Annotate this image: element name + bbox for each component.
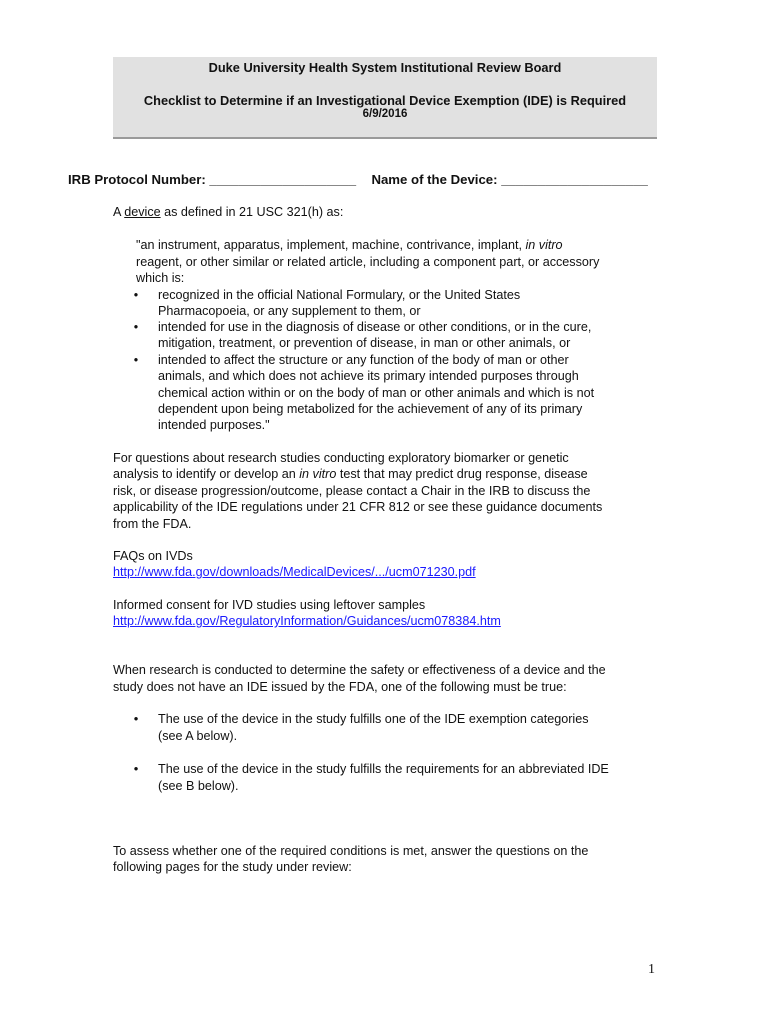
questions-text: analysis to identify or develop an xyxy=(113,467,300,481)
questions-line-1: For questions about research studies conducting exploratory biomarker or genetic xyxy=(113,451,569,465)
header-box xyxy=(113,57,657,139)
quote-line-3: which is: xyxy=(136,271,185,285)
org-name: Duke University Health System Institutional Review Board xyxy=(208,60,562,75)
in-vitro-term: in vitro xyxy=(299,467,337,481)
research-line-2: study does not have an IDE issued by the FDA, one of the following must be true: xyxy=(113,680,567,694)
questions-line-5: from the FDA. xyxy=(113,517,192,531)
document-date: 6/9/2016 xyxy=(362,108,408,120)
form-fields xyxy=(68,172,648,188)
consent-link[interactable]: http://www.fda.gov/RegulatoryInformation/Guidances/ucm078384.htm xyxy=(113,614,501,628)
condition-2-line-2: (see B below). xyxy=(158,779,239,793)
questions-line-2 xyxy=(113,466,588,482)
quote-bullet-3-line-5: intended purposes." xyxy=(158,418,270,432)
questions-line-3: risk, or disease progression/outcome, please contact a Chair in the IRB to discuss the xyxy=(113,484,591,498)
quote-bullet-1-line-1: recognized in the official National Formulary, or the United States xyxy=(158,288,521,302)
condition-1-line-2: (see A below). xyxy=(158,729,238,743)
condition-2-line-1: The use of the device in the study fulfills the requirements for an abbreviated IDE xyxy=(158,762,609,776)
quote-bullet-3-line-4: dependent upon being metabolized for the achievement of any of its primary xyxy=(158,402,583,416)
protocol-number-label: IRB Protocol Number: xyxy=(68,172,206,187)
document-title: Checklist to Determine if an Investigational Device Exemption (IDE) is Required xyxy=(143,93,627,108)
device-name-label: Name of the Device: xyxy=(371,172,498,187)
page-number: 1 xyxy=(648,962,655,977)
quote-bullet-1-line-2: Pharmacopoeia, or any supplement to them, or xyxy=(158,304,421,318)
quote-bullet-3-line-3: chemical action within or on the body of man or other animals and which is not xyxy=(158,386,595,400)
definition-suffix: as defined in 21 USC 321(h) as: xyxy=(160,205,344,219)
consent-link-row xyxy=(113,613,501,629)
assess-line-2: following pages for the study under review: xyxy=(113,860,352,874)
definition-prefix: A xyxy=(113,205,125,219)
assess-line-1: To assess whether one of the required conditions is met, answer the questions on the xyxy=(113,844,589,858)
quote-bullet-3-line-2: animals, and which does not achieve its primary intended purposes through xyxy=(158,369,579,383)
questions-text: test that may predict drug response, disease xyxy=(336,467,588,481)
quote-line-2: reagent, or other similar or related article, including a component part, or accessory xyxy=(136,255,600,269)
device-term: device xyxy=(124,205,161,219)
faq-label: FAQs on IVDs xyxy=(113,549,193,563)
bullet-icon: • xyxy=(133,320,139,334)
device-name-field[interactable]: ____________________ xyxy=(501,172,648,187)
in-vitro-term: in vitro xyxy=(525,238,563,252)
quote-bullet-2-line-1: intended for use in the diagnosis of disease or other conditions, or in the cure, xyxy=(158,320,592,334)
condition-1-line-1: The use of the device in the study fulfills one of the IDE exemption categories xyxy=(158,712,589,726)
bullet-icon: • xyxy=(133,288,139,302)
quote-text: "an instrument, apparatus, implement, machine, contrivance, implant, xyxy=(136,238,526,252)
bullet-icon: • xyxy=(133,761,139,776)
questions-line-4: applicability of the IDE regulations under 21 CFR 812 or see these guidance documents xyxy=(113,500,603,514)
faq-link-row xyxy=(113,564,476,580)
device-definition xyxy=(113,204,343,220)
bullet-icon: • xyxy=(133,711,139,726)
bullet-icon: • xyxy=(133,353,139,367)
quote-bullet-3-line-1: intended to affect the structure or any function of the body of man or other xyxy=(158,353,569,367)
faq-link[interactable]: http://www.fda.gov/downloads/MedicalDevices/.../ucm071230.pdf xyxy=(113,565,476,579)
quote-line-1 xyxy=(136,237,563,253)
protocol-number-field[interactable]: ____________________ xyxy=(209,172,357,187)
quote-bullet-2-line-2: mitigation, treatment, or prevention of disease, in man or other animals, or xyxy=(158,336,571,350)
research-line-1: When research is conducted to determine the safety or effectiveness of a device and the xyxy=(113,663,606,677)
consent-label: Informed consent for IVD studies using leftover samples xyxy=(113,598,426,612)
